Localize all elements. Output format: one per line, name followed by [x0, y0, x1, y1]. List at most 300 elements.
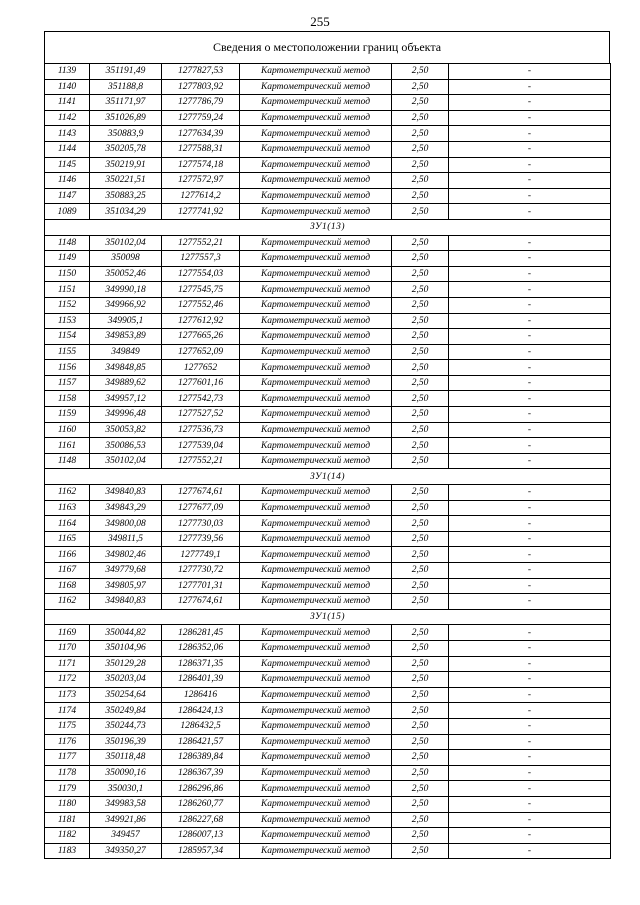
point-number-cell: 1149 [45, 251, 90, 267]
accuracy-cell: 2,50 [392, 157, 449, 173]
point-number-cell: 1154 [45, 329, 90, 345]
description-cell: - [449, 828, 611, 844]
table-row [45, 765, 611, 781]
y-coordinate-cell: 1286227,68 [162, 812, 240, 828]
method-cell: Картометрический метод [240, 703, 392, 719]
description-cell: - [449, 141, 611, 157]
point-number-cell: 1167 [45, 563, 90, 579]
page-number: 255 [310, 14, 330, 29]
x-coordinate-cell: 351191,49 [90, 64, 162, 80]
method-cell: Картометрический метод [240, 485, 392, 501]
table-row [45, 95, 611, 111]
table-row [45, 79, 611, 95]
y-coordinate-cell: 1277552,46 [162, 297, 240, 313]
description-cell: - [449, 843, 611, 859]
table-row [45, 110, 611, 126]
y-coordinate-cell: 1286432,5 [162, 718, 240, 734]
description-cell: - [449, 173, 611, 189]
method-cell: Картометрический метод [240, 672, 392, 688]
table-row [45, 188, 611, 204]
x-coordinate-cell: 350244,73 [90, 718, 162, 734]
y-coordinate-cell: 1277759,24 [162, 110, 240, 126]
point-number-cell: 1171 [45, 656, 90, 672]
y-coordinate-cell: 1277552,21 [162, 453, 240, 469]
point-number-cell: 1169 [45, 625, 90, 641]
y-coordinate-cell: 1286421,57 [162, 734, 240, 750]
y-coordinate-cell: 1286281,45 [162, 625, 240, 641]
description-cell: - [449, 360, 611, 376]
method-cell: Картометрический метод [240, 625, 392, 641]
table-row [45, 781, 611, 797]
point-number-cell: 1145 [45, 157, 90, 173]
description-cell: - [449, 95, 611, 111]
table-row [45, 703, 611, 719]
accuracy-cell: 2,50 [392, 563, 449, 579]
description-cell: - [449, 812, 611, 828]
point-number-cell: 1155 [45, 344, 90, 360]
x-coordinate-cell: 350219,91 [90, 157, 162, 173]
description-cell: - [449, 672, 611, 688]
point-number-cell: 1161 [45, 438, 90, 454]
point-number-cell: 1158 [45, 391, 90, 407]
x-coordinate-cell: 351188,8 [90, 79, 162, 95]
point-number-cell: 1157 [45, 375, 90, 391]
table-row [45, 687, 611, 703]
point-number-cell: 1152 [45, 297, 90, 313]
y-coordinate-cell: 1277827,53 [162, 64, 240, 80]
y-coordinate-cell: 1277588,31 [162, 141, 240, 157]
accuracy-cell: 2,50 [392, 438, 449, 454]
table-row [45, 672, 611, 688]
accuracy-cell: 2,50 [392, 734, 449, 750]
method-cell: Картометрический метод [240, 251, 392, 267]
x-coordinate-cell: 350196,39 [90, 734, 162, 750]
section-header-row [45, 609, 611, 625]
point-number-cell: 1180 [45, 796, 90, 812]
table-row [45, 329, 611, 345]
method-cell: Картометрический метод [240, 531, 392, 547]
method-cell: Картометрический метод [240, 126, 392, 142]
description-cell: - [449, 422, 611, 438]
description-cell: - [449, 375, 611, 391]
y-coordinate-cell: 1286416 [162, 687, 240, 703]
accuracy-cell: 2,50 [392, 204, 449, 220]
point-number-cell: 1148 [45, 453, 90, 469]
point-number-cell: 1089 [45, 204, 90, 220]
description-cell: - [449, 594, 611, 610]
method-cell: Картометрический метод [240, 329, 392, 345]
y-coordinate-cell: 1277677,09 [162, 500, 240, 516]
y-coordinate-cell: 1277739,56 [162, 531, 240, 547]
accuracy-cell: 2,50 [392, 453, 449, 469]
x-coordinate-cell: 349848,85 [90, 360, 162, 376]
accuracy-cell: 2,50 [392, 79, 449, 95]
method-cell: Картометрический метод [240, 812, 392, 828]
description-cell: - [449, 516, 611, 532]
y-coordinate-cell: 1277674,61 [162, 594, 240, 610]
x-coordinate-cell: 349957,12 [90, 391, 162, 407]
x-coordinate-cell: 349853,89 [90, 329, 162, 345]
table-title: Сведения о местоположении границ объекта [44, 31, 610, 63]
table-row [45, 173, 611, 189]
method-cell: Картометрический метод [240, 765, 392, 781]
section-header-row [45, 469, 611, 485]
y-coordinate-cell: 1277612,92 [162, 313, 240, 329]
table-row [45, 750, 611, 766]
point-number-cell: 1160 [45, 422, 90, 438]
method-cell: Картометрический метод [240, 344, 392, 360]
description-cell: - [449, 750, 611, 766]
x-coordinate-cell: 351026,89 [90, 110, 162, 126]
method-cell: Картометрический метод [240, 266, 392, 282]
description-cell: - [449, 344, 611, 360]
table-row [45, 235, 611, 251]
table-row [45, 391, 611, 407]
description-cell: - [449, 438, 611, 454]
table-row [45, 547, 611, 563]
table-row [45, 500, 611, 516]
y-coordinate-cell: 1286367,39 [162, 765, 240, 781]
x-coordinate-cell: 349779,68 [90, 563, 162, 579]
table-body [45, 64, 611, 859]
point-number-cell: 1170 [45, 640, 90, 656]
table-row [45, 266, 611, 282]
point-number-cell: 1177 [45, 750, 90, 766]
accuracy-cell: 2,50 [392, 672, 449, 688]
table-row [45, 204, 611, 220]
table-row [45, 422, 611, 438]
method-cell: Картометрический метод [240, 453, 392, 469]
accuracy-cell: 2,50 [392, 329, 449, 345]
x-coordinate-cell: 349350,27 [90, 843, 162, 859]
accuracy-cell: 2,50 [392, 126, 449, 142]
method-cell: Картометрический метод [240, 516, 392, 532]
x-coordinate-cell: 350102,04 [90, 235, 162, 251]
y-coordinate-cell: 1277557,3 [162, 251, 240, 267]
accuracy-cell: 2,50 [392, 251, 449, 267]
description-cell: - [449, 718, 611, 734]
method-cell: Картометрический метод [240, 204, 392, 220]
accuracy-cell: 2,50 [392, 594, 449, 610]
accuracy-cell: 2,50 [392, 360, 449, 376]
x-coordinate-cell: 349843,29 [90, 500, 162, 516]
x-coordinate-cell: 349889,62 [90, 375, 162, 391]
description-cell: - [449, 453, 611, 469]
method-cell: Картометрический метод [240, 718, 392, 734]
section-label: ЗУ1(15) [45, 609, 611, 625]
description-cell: - [449, 126, 611, 142]
method-cell: Картометрический метод [240, 578, 392, 594]
point-number-cell: 1142 [45, 110, 90, 126]
method-cell: Картометрический метод [240, 438, 392, 454]
point-number-cell: 1162 [45, 594, 90, 610]
y-coordinate-cell: 1277634,39 [162, 126, 240, 142]
method-cell: Картометрический метод [240, 796, 392, 812]
accuracy-cell: 2,50 [392, 313, 449, 329]
description-cell: - [449, 64, 611, 80]
method-cell: Картометрический метод [240, 282, 392, 298]
x-coordinate-cell: 349849 [90, 344, 162, 360]
table-row [45, 64, 611, 80]
accuracy-cell: 2,50 [392, 781, 449, 797]
method-cell: Картометрический метод [240, 235, 392, 251]
accuracy-cell: 2,50 [392, 656, 449, 672]
table-row [45, 578, 611, 594]
point-number-cell: 1173 [45, 687, 90, 703]
table-row [45, 251, 611, 267]
method-cell: Картометрический метод [240, 297, 392, 313]
y-coordinate-cell: 1277652 [162, 360, 240, 376]
point-number-cell: 1172 [45, 672, 90, 688]
y-coordinate-cell: 1277749,1 [162, 547, 240, 563]
y-coordinate-cell: 1286007,13 [162, 828, 240, 844]
accuracy-cell: 2,50 [392, 344, 449, 360]
y-coordinate-cell: 1277552,21 [162, 235, 240, 251]
x-coordinate-cell: 350104,96 [90, 640, 162, 656]
section-label: ЗУ1(14) [45, 469, 611, 485]
y-coordinate-cell: 1286424,13 [162, 703, 240, 719]
point-number-cell: 1151 [45, 282, 90, 298]
method-cell: Картометрический метод [240, 843, 392, 859]
accuracy-cell: 2,50 [392, 485, 449, 501]
x-coordinate-cell: 349905,1 [90, 313, 162, 329]
section-label: ЗУ1(13) [45, 219, 611, 235]
description-cell: - [449, 391, 611, 407]
y-coordinate-cell: 1277665,26 [162, 329, 240, 345]
table-row [45, 843, 611, 859]
y-coordinate-cell: 1277730,03 [162, 516, 240, 532]
table-row [45, 438, 611, 454]
method-cell: Картометрический метод [240, 360, 392, 376]
point-number-cell: 1178 [45, 765, 90, 781]
method-cell: Картометрический метод [240, 828, 392, 844]
description-cell: - [449, 157, 611, 173]
x-coordinate-cell: 349840,83 [90, 594, 162, 610]
point-number-cell: 1159 [45, 407, 90, 423]
x-coordinate-cell: 350044,82 [90, 625, 162, 641]
accuracy-cell: 2,50 [392, 173, 449, 189]
table-row [45, 796, 611, 812]
method-cell: Картометрический метод [240, 375, 392, 391]
x-coordinate-cell: 350254,64 [90, 687, 162, 703]
boundary-table-frame [44, 31, 610, 859]
y-coordinate-cell: 1277601,16 [162, 375, 240, 391]
accuracy-cell: 2,50 [392, 235, 449, 251]
accuracy-cell: 2,50 [392, 547, 449, 563]
x-coordinate-cell: 350098 [90, 251, 162, 267]
accuracy-cell: 2,50 [392, 703, 449, 719]
point-number-cell: 1162 [45, 485, 90, 501]
y-coordinate-cell: 1277730,72 [162, 563, 240, 579]
accuracy-cell: 2,50 [392, 64, 449, 80]
description-cell: - [449, 656, 611, 672]
accuracy-cell: 2,50 [392, 765, 449, 781]
description-cell: - [449, 765, 611, 781]
table-row [45, 313, 611, 329]
point-number-cell: 1179 [45, 781, 90, 797]
point-number-cell: 1182 [45, 828, 90, 844]
accuracy-cell: 2,50 [392, 843, 449, 859]
description-cell: - [449, 547, 611, 563]
description-cell: - [449, 563, 611, 579]
table-row [45, 344, 611, 360]
description-cell: - [449, 531, 611, 547]
y-coordinate-cell: 1286401,39 [162, 672, 240, 688]
x-coordinate-cell: 351034,29 [90, 204, 162, 220]
accuracy-cell: 2,50 [392, 110, 449, 126]
table-row [45, 297, 611, 313]
table-row [45, 360, 611, 376]
method-cell: Картометрический метод [240, 563, 392, 579]
point-number-cell: 1175 [45, 718, 90, 734]
y-coordinate-cell: 1277614,2 [162, 188, 240, 204]
method-cell: Картометрический метод [240, 391, 392, 407]
point-number-cell: 1166 [45, 547, 90, 563]
x-coordinate-cell: 350203,04 [90, 672, 162, 688]
description-cell: - [449, 640, 611, 656]
y-coordinate-cell: 1277786,79 [162, 95, 240, 111]
table-row [45, 453, 611, 469]
point-number-cell: 1140 [45, 79, 90, 95]
table-row [45, 734, 611, 750]
y-coordinate-cell: 1277545,75 [162, 282, 240, 298]
x-coordinate-cell: 349966,92 [90, 297, 162, 313]
description-cell: - [449, 485, 611, 501]
table-row [45, 718, 611, 734]
table-row [45, 531, 611, 547]
accuracy-cell: 2,50 [392, 407, 449, 423]
x-coordinate-cell: 350090,16 [90, 765, 162, 781]
x-coordinate-cell: 350102,04 [90, 453, 162, 469]
description-cell: - [449, 796, 611, 812]
accuracy-cell: 2,50 [392, 422, 449, 438]
point-number-cell: 1174 [45, 703, 90, 719]
x-coordinate-cell: 350883,25 [90, 188, 162, 204]
accuracy-cell: 2,50 [392, 640, 449, 656]
accuracy-cell: 2,50 [392, 141, 449, 157]
method-cell: Картометрический метод [240, 422, 392, 438]
x-coordinate-cell: 350052,46 [90, 266, 162, 282]
point-number-cell: 1141 [45, 95, 90, 111]
description-cell: - [449, 282, 611, 298]
description-cell: - [449, 266, 611, 282]
y-coordinate-cell: 1277701,31 [162, 578, 240, 594]
y-coordinate-cell: 1286260,77 [162, 796, 240, 812]
x-coordinate-cell: 349802,46 [90, 547, 162, 563]
method-cell: Картометрический метод [240, 734, 392, 750]
y-coordinate-cell: 1277572,97 [162, 173, 240, 189]
x-coordinate-cell: 349811,5 [90, 531, 162, 547]
description-cell: - [449, 687, 611, 703]
y-coordinate-cell: 1286352,06 [162, 640, 240, 656]
description-cell: - [449, 329, 611, 345]
x-coordinate-cell: 349800,08 [90, 516, 162, 532]
accuracy-cell: 2,50 [392, 282, 449, 298]
x-coordinate-cell: 349805,97 [90, 578, 162, 594]
description-cell: - [449, 188, 611, 204]
point-number-cell: 1139 [45, 64, 90, 80]
description-cell: - [449, 734, 611, 750]
description-cell: - [449, 578, 611, 594]
method-cell: Картометрический метод [240, 95, 392, 111]
description-cell: - [449, 625, 611, 641]
y-coordinate-cell: 1277741,92 [162, 204, 240, 220]
table-row [45, 407, 611, 423]
boundary-table [44, 63, 611, 859]
method-cell: Картометрический метод [240, 141, 392, 157]
x-coordinate-cell: 349840,83 [90, 485, 162, 501]
table-row [45, 828, 611, 844]
point-number-cell: 1164 [45, 516, 90, 532]
description-cell: - [449, 781, 611, 797]
x-coordinate-cell: 349921,86 [90, 812, 162, 828]
point-number-cell: 1176 [45, 734, 90, 750]
accuracy-cell: 2,50 [392, 578, 449, 594]
method-cell: Картометрический метод [240, 188, 392, 204]
table-row [45, 157, 611, 173]
description-cell: - [449, 204, 611, 220]
point-number-cell: 1168 [45, 578, 90, 594]
accuracy-cell: 2,50 [392, 531, 449, 547]
method-cell: Картометрический метод [240, 173, 392, 189]
x-coordinate-cell: 349990,18 [90, 282, 162, 298]
point-number-cell: 1163 [45, 500, 90, 516]
y-coordinate-cell: 1277574,18 [162, 157, 240, 173]
x-coordinate-cell: 350030,1 [90, 781, 162, 797]
y-coordinate-cell: 1277527,52 [162, 407, 240, 423]
table-row [45, 563, 611, 579]
point-number-cell: 1150 [45, 266, 90, 282]
x-coordinate-cell: 350249,84 [90, 703, 162, 719]
method-cell: Картометрический метод [240, 500, 392, 516]
y-coordinate-cell: 1285957,34 [162, 843, 240, 859]
description-cell: - [449, 313, 611, 329]
table-row [45, 516, 611, 532]
x-coordinate-cell: 349983,58 [90, 796, 162, 812]
table-row [45, 625, 611, 641]
table-row [45, 282, 611, 298]
accuracy-cell: 2,50 [392, 266, 449, 282]
method-cell: Картометрический метод [240, 110, 392, 126]
method-cell: Картометрический метод [240, 64, 392, 80]
table-row [45, 485, 611, 501]
x-coordinate-cell: 349996,48 [90, 407, 162, 423]
point-number-cell: 1143 [45, 126, 90, 142]
accuracy-cell: 2,50 [392, 796, 449, 812]
y-coordinate-cell: 1286296,86 [162, 781, 240, 797]
accuracy-cell: 2,50 [392, 812, 449, 828]
accuracy-cell: 2,50 [392, 297, 449, 313]
y-coordinate-cell: 1277652,09 [162, 344, 240, 360]
point-number-cell: 1156 [45, 360, 90, 376]
point-number-cell: 1153 [45, 313, 90, 329]
method-cell: Картометрический метод [240, 687, 392, 703]
method-cell: Картометрический метод [240, 313, 392, 329]
x-coordinate-cell: 350118,48 [90, 750, 162, 766]
table-row [45, 126, 611, 142]
accuracy-cell: 2,50 [392, 391, 449, 407]
x-coordinate-cell: 350205,78 [90, 141, 162, 157]
y-coordinate-cell: 1277803,92 [162, 79, 240, 95]
table-row [45, 656, 611, 672]
accuracy-cell: 2,50 [392, 188, 449, 204]
point-number-cell: 1181 [45, 812, 90, 828]
table-row [45, 141, 611, 157]
y-coordinate-cell: 1277536,73 [162, 422, 240, 438]
method-cell: Картометрический метод [240, 594, 392, 610]
description-cell: - [449, 79, 611, 95]
y-coordinate-cell: 1277674,61 [162, 485, 240, 501]
